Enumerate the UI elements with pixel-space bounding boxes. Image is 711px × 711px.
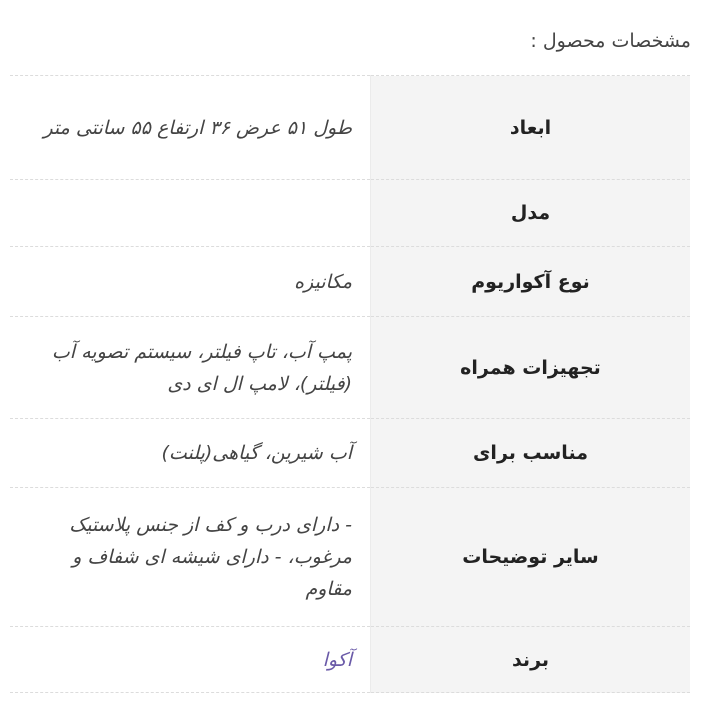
spec-label-dimensions: ابعاد (371, 76, 691, 180)
spec-value-suitable-for: آب شیرین، گیاهی(پلنت) (10, 419, 371, 488)
spec-row-equipment (10, 317, 690, 419)
spec-value-aquarium-type: مکانیزه (10, 247, 371, 317)
spec-row-aquarium-type (10, 247, 690, 317)
spec-value-other-details: - دارای درب و کف از جنس پلاستیک مرغوب، - دارای شیشه ای شفاف و مقاوم (10, 488, 371, 627)
spec-row-dimensions (10, 76, 690, 180)
spec-table (10, 75, 690, 693)
spec-row-suitable-for (10, 419, 690, 488)
spec-value-equipment: پمپ آب، تاپ فیلتر، سیستم تصویه آب (فیلتر)، لامپ ال ای دی (10, 317, 371, 419)
spec-row-other-details (10, 488, 690, 627)
spec-label-equipment: تجهیزات همراه (371, 317, 691, 419)
spec-label-suitable-for: مناسب برای (371, 419, 691, 488)
spec-value-dimensions: طول ۵۱ عرض ۳۶ ارتفاع ۵۵ سانتی متر (10, 76, 371, 180)
spec-label-brand: برند (371, 627, 691, 693)
spec-label-other-details: سایر توضیحات (371, 488, 691, 627)
brand-link[interactable]: آکوا (10, 627, 371, 693)
spec-row-model (10, 180, 690, 247)
spec-label-aquarium-type: نوع آکواریوم (371, 247, 691, 317)
spec-value-model (10, 180, 371, 247)
section-title: مشخصات محصول : (530, 30, 691, 52)
spec-row-brand (10, 627, 690, 693)
spec-label-model: مدل (371, 180, 691, 247)
